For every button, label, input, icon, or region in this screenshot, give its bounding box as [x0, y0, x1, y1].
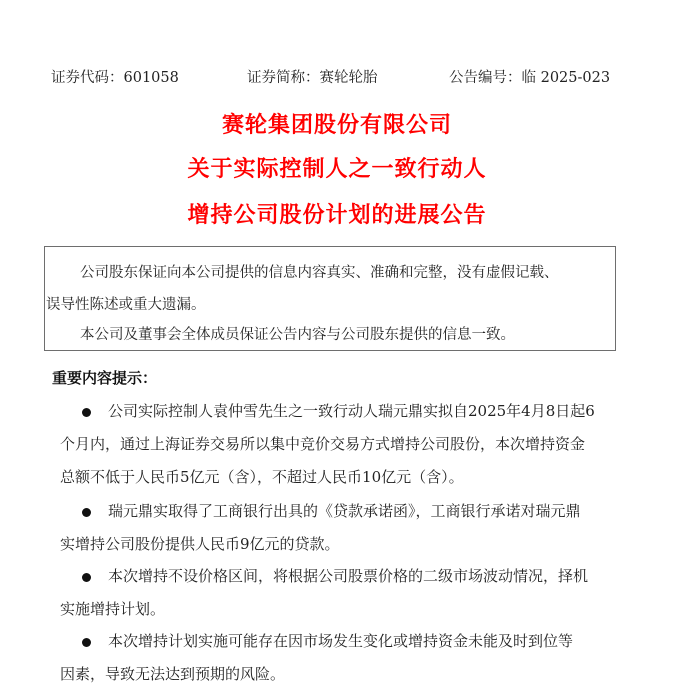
bullet-4-line: 因素，导致无法达到预期的风险。	[60, 665, 286, 683]
security-name-value: 赛轮轮胎	[319, 70, 378, 86]
announcement-number-value: 临 2025-023	[521, 70, 611, 86]
security-name-label: 证券简称：	[247, 70, 320, 86]
bullet-3-line: 实施增持计划。	[60, 600, 166, 618]
bullet-icon	[82, 508, 91, 517]
disclaimer-line: 公司股东保证向本公司提供的信息内容真实、准确和完整，没有虚假记载、	[80, 265, 559, 281]
bullet-icon	[82, 573, 91, 582]
disclaimer-box	[44, 246, 616, 351]
announcement-number	[449, 66, 610, 87]
announcement-header	[51, 66, 621, 88]
bullet-3-line: 本次增持不设价格区间，将根据公司股票价格的二级市场波动情况，择机	[108, 567, 589, 585]
security-code-label: 证券代码：	[51, 70, 124, 86]
announcement-number-label: 公告编号：	[449, 70, 522, 86]
bullet-2-line: 瑞元鼎实取得了工商银行出具的《贷款承诺函》，工商银行承诺对瑞元鼎	[108, 502, 581, 520]
security-code	[51, 66, 179, 87]
disclaimer-line: 误导性陈述或重大遗漏。	[46, 297, 206, 313]
bullet-icon	[82, 408, 91, 417]
company-title: 赛轮集团股份有限公司	[221, 113, 452, 138]
announcement-title-line-2: 增持公司股份计划的进展公告	[187, 203, 487, 228]
announcement-title-line-1: 关于实际控制人之一致行动人	[187, 157, 487, 182]
security-code-value: 601058	[123, 70, 179, 86]
bullet-2-line: 实增持公司股份提供人民币9亿元的贷款。	[60, 535, 340, 553]
bullet-icon	[82, 638, 91, 647]
bullet-4-line: 本次增持计划实施可能存在因市场发生变化或增持资金未能及时到位等	[108, 632, 574, 650]
security-name	[247, 66, 378, 87]
disclaimer-line: 本公司及董事会全体成员保证公告内容与公司股东提供的信息一致。	[80, 327, 515, 343]
section-title: 重要内容提示：	[52, 369, 158, 387]
bullet-1-line: 总额不低于人民币5亿元（含），不超过人民币10亿元（含）。	[60, 468, 464, 486]
bullet-1-line: 公司实际控制人袁仲雪先生之一致行动人瑞元鼎实拟自2025年4月8日起6	[108, 402, 595, 420]
bullet-1-line: 个月内，通过上海证券交易所以集中竞价交易方式增持公司股份，本次增持资金	[60, 435, 586, 453]
